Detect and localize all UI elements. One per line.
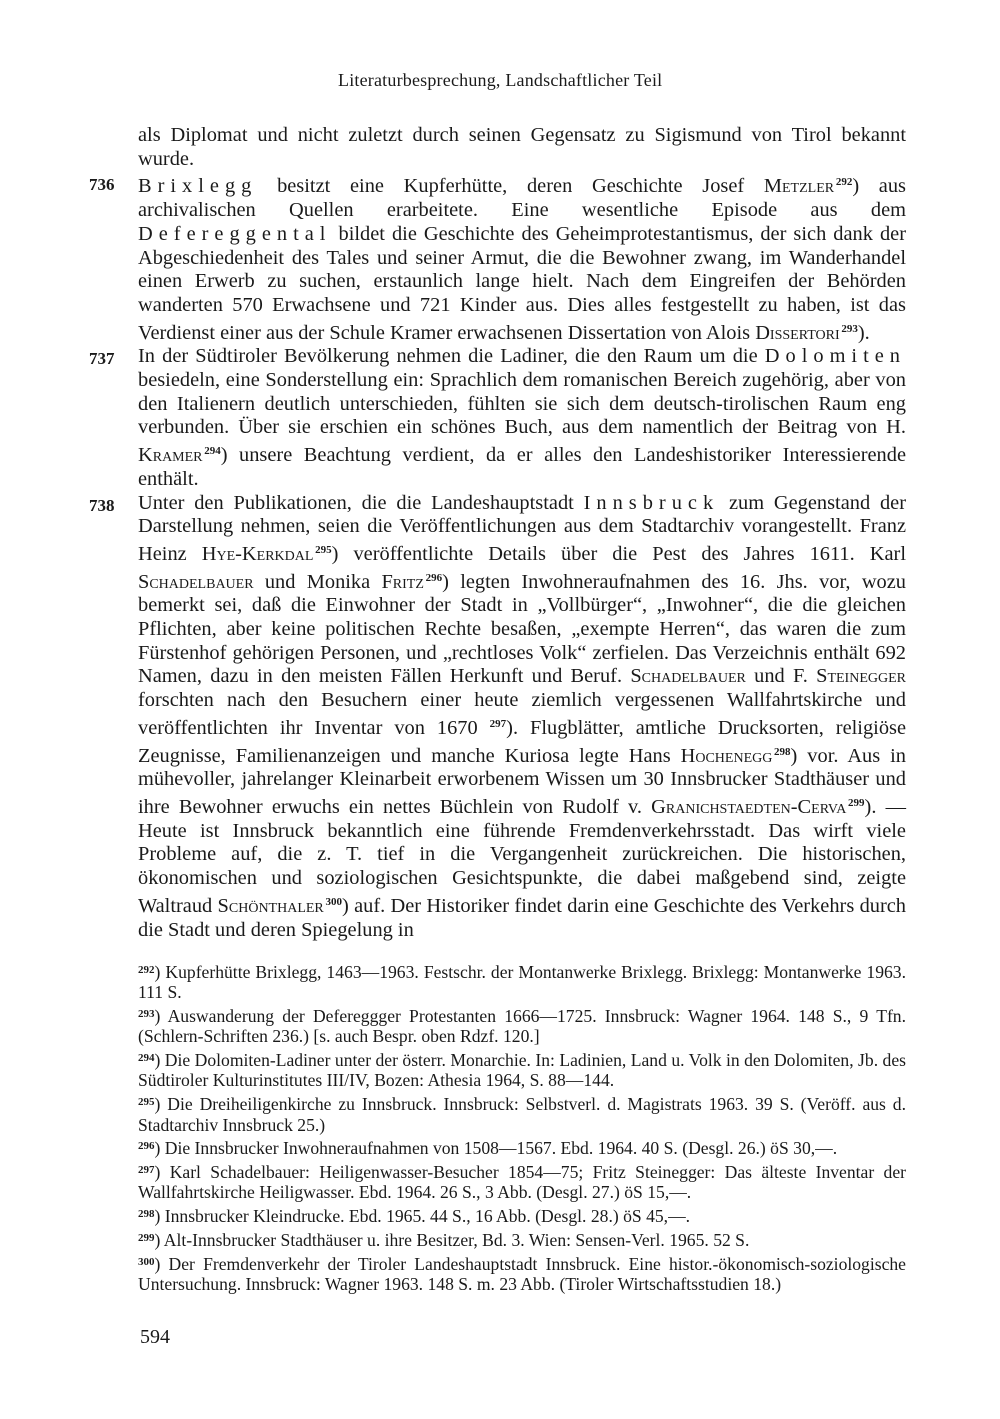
author-name: Hye-Kerkdal bbox=[201, 542, 314, 565]
place-name-innsbruck: Innsbruck bbox=[583, 491, 720, 514]
footnote-ref[interactable]: 299 bbox=[848, 796, 865, 809]
body-text bbox=[89, 124, 907, 942]
paragraph-continuation: als Diplomat und nicht zuletzt durch seinen Gegensatz zu Sigismund von Tirol bekannt wurde. bbox=[138, 124, 906, 170]
place-name-brixlegg: Brixlegg bbox=[138, 175, 258, 198]
footnote-number: 293 bbox=[138, 1008, 155, 1021]
footnote-ref[interactable]: 300 bbox=[325, 895, 342, 908]
footnote-299: $^{299}$) Alt-Innsbrucker Stadthäuser u. ihre Besitzer, Bd. 3. Wien: Sensen-Verl. 1965. 52 S. bbox=[138, 1230, 750, 1251]
place-name-defereggental: Defereggental bbox=[138, 222, 332, 245]
footnote-298: $^{298}$) Innsbrucker Kleindrucke. Ebd. 1965. 44 S., 16 Abb. (Desgl. 28.) öS 45,—. bbox=[138, 1206, 691, 1227]
footnote-number: 292 bbox=[138, 964, 155, 976]
footnote-ref[interactable]: 293 bbox=[841, 322, 858, 335]
footnote-number: 297 bbox=[138, 1164, 155, 1177]
footnote-293: $^{293}$) Auswanderung der Defereggger Protestanten 1666—1725. Innsbruck: Wagner 1964. 148 S., 9 Tfn. (Schlern-Schriften 236.) [s. auch Bespr. oben Rdzf. 120.] bbox=[138, 1006, 906, 1047]
place-name-dolomiten: Dolomiten bbox=[764, 345, 906, 368]
footnote-ref[interactable]: 292 bbox=[835, 176, 853, 189]
author-name: Granichstaedten-Cerva bbox=[651, 795, 847, 818]
paragraph-number: 737 bbox=[89, 349, 115, 369]
paragraph-736: 736 Brixlegg besitzt eine Kupferhütte, deren Geschichte Josef Metzler $^{292}$) aus archivalischen Quellen erarbeitete. Eine wesentliche Episode aus dem Defereggental bildet die Geschichte des Geheimprotestantismus, der sich dank der Abgeschiedenheit des Tales und seiner Armut, die die Bewohner zwang, im Wanderhandel einen Erwerb zu suchen, erstaunlich lange hielt. Nach dem Eingreifen der Behörden wanderten 570 Erwachsene und 721 Kinder aus. Dies alles festgestellt zu haben, ist das Verdienst einer aus der Schule Kramer erwachsenen Dissertation von Alois Dissertori $^{293}$). bbox=[89, 175, 906, 344]
footnote-ref[interactable]: 298 bbox=[774, 745, 791, 758]
paragraph-number: 736 bbox=[89, 175, 115, 195]
author-name: Schadelbauer bbox=[630, 665, 746, 688]
footnote-number: 300 bbox=[138, 1255, 155, 1268]
footnote-292: $^{292}$) Kupferhütte Brixlegg, 1463—1963. Festschr. der Montanwerke Brixlegg. Brixlegg: Montanwerke 1963. 111 S. bbox=[138, 962, 906, 1003]
footnotes bbox=[138, 960, 906, 1296]
paragraph-737: 737 In der Südtiroler Bevölkerung nehmen die Ladiner, die den Raum um die Dolomiten besiedeln, eine Sonderstellung ein: Sprachlich dem romanischen Bereich zugehörig, aber von den Italienern deutlich unterschieden, fühlten sie sich dem deutsch-tirolischen Raum eng verbunden. Über sie erschien ein schönes Buch, aus dem namentlich der Beitrag von H. Kramer $^{294}$) unsere Beachtung verdient, da er alles den Landeshistoriker Interessierende enthält. bbox=[89, 345, 906, 490]
running-head: Literaturbesprechung, Landschaftlicher Teil bbox=[338, 70, 663, 90]
footnote-number: 298 bbox=[138, 1208, 155, 1221]
footnote-number: 296 bbox=[138, 1140, 155, 1153]
author-name: Metzler bbox=[763, 175, 835, 198]
paragraph-number: 738 bbox=[89, 495, 115, 515]
author-name: Kramer bbox=[138, 444, 203, 467]
author-name: Fritz bbox=[381, 570, 424, 593]
footnote-number: 299 bbox=[138, 1232, 155, 1245]
footnote-294: $^{294}$) Die Dolomiten-Ladiner unter der österr. Monarchie. In: Ladinien, Land u. Volk in den Dolomiten, Jb. des Südtiroler Kulturinstitutes III/IV, Bozen: Athesia 1964, S. 88—144. bbox=[138, 1050, 906, 1091]
footnote-ref[interactable]: 296 bbox=[425, 571, 443, 584]
footnote-296: $^{296}$) Die Innsbrucker Inwohneraufnahmen von 1508—1567. Ebd. 1964. 40 S. (Desgl. 26.) öS 30,—. bbox=[138, 1138, 838, 1159]
author-name: Hochenegg bbox=[680, 744, 773, 767]
footnote-number: 294 bbox=[138, 1052, 155, 1065]
author-name: Dissertori bbox=[755, 321, 840, 344]
paragraph-738: 738 Unter den Publikationen, die die Landeshauptstadt Innsbruck zum Gegenstand der Darstellung nehmen, seien die Veröffentlichungen aus dem Stadtarchiv vorangestellt. Franz Heinz Hye-Kerkdal $^{295}$) veröffentlichte Details über die Pest des Jahres 1611. Karl Schadelbauer und Monika Fritz $^{296}$) legten Inwohneraufnahmen des 16. Jhs. vor, wozu bemerkt sei, daß die Einwohner der Stadt in „Vollbürger“, „Inwohner“, die die gleichen Pflichten, aber keine politischen Rechte besaßen, „exempte Herren“, das waren die zum Fürstenhof gehörigen Personen, und „rechtloses Volk“ zerfielen. Das Verzeichnis enthält 692 Namen, dazu in den meisten Fällen Herkunft und Beruf. Schadelbauer und F. Steinegger forschten nach den Besuchern einer heute ziemlich vergessenen Wallfahrtskirche und veröffentlichten ihr Inventar von 1670 $^{297}$). Flugblätter, amtliche Drucksorten, religiöse Zeugnisse, Familienanzeigen und manche Kuriosa legte Hans Hochenegg $^{298}$) vor. Aus in mühevoller, jahrelanger Kleinarbeit erworbenem Wissen um 30 Innsbrucker Stadthäuser und ihre Bewohner erwuchs ein nettes Büchlein von Rudolf v. Granichstaedten-Cerva $^{299}$). — Heute ist Innsbruck bekanntlich eine führende Fremdenverkehrsstadt. Das wirft viele Probleme auf, die z. T. tief in die Vergangenheit zurückreichen. Die historischen, ökonomischen und soziologischen Gesichtspunkte, die dabei maßgebend sind, zeigte Waltraud Schönthaler $^{300}$) auf. Der Historiker findet darin eine Geschichte des Verkehrs durch die Stadt und deren Spiegelung in bbox=[89, 491, 907, 941]
footnote-295: $^{295}$) Die Dreiheiligenkirche zu Innsbruck. Innsbruck: Selbstverl. d. Magistrats 1963. 39 S. (Veröff. aus d. Stadtarchiv Innsbruck 25.) bbox=[138, 1094, 906, 1135]
footnote-ref[interactable]: 297 bbox=[489, 717, 507, 730]
footnote-300: $^{300}$) Der Fremdenverkehr der Tiroler Landeshauptstadt Innsbruck. Eine histor.-ökonomisch-soziologische Untersuchung. Innsbruck: Wagner 1963. 148 S. m. 23 Abb. (Tiroler Wirtschaftsstudien 18.) bbox=[138, 1253, 906, 1295]
footnote-ref[interactable]: 295 bbox=[315, 543, 332, 556]
footnote-number: 295 bbox=[138, 1096, 155, 1109]
footnote-ref[interactable]: 294 bbox=[204, 445, 221, 458]
author-name: Schadelbauer bbox=[138, 570, 254, 593]
author-name: Schönthaler bbox=[217, 894, 324, 917]
author-name: Steinegger bbox=[816, 665, 906, 688]
footnote-297: $^{297}$) Karl Schadelbauer: Heiligenwasser-Besucher 1854—75; Fritz Steinegger: Das älteste Inventar der Wallfahrtskirche Heiligwasser. Ebd. 1964. 26 S., 3 Abb. (Desgl. 27.) öS 15,—. bbox=[138, 1162, 906, 1203]
page-number: 594 bbox=[140, 1326, 170, 1348]
